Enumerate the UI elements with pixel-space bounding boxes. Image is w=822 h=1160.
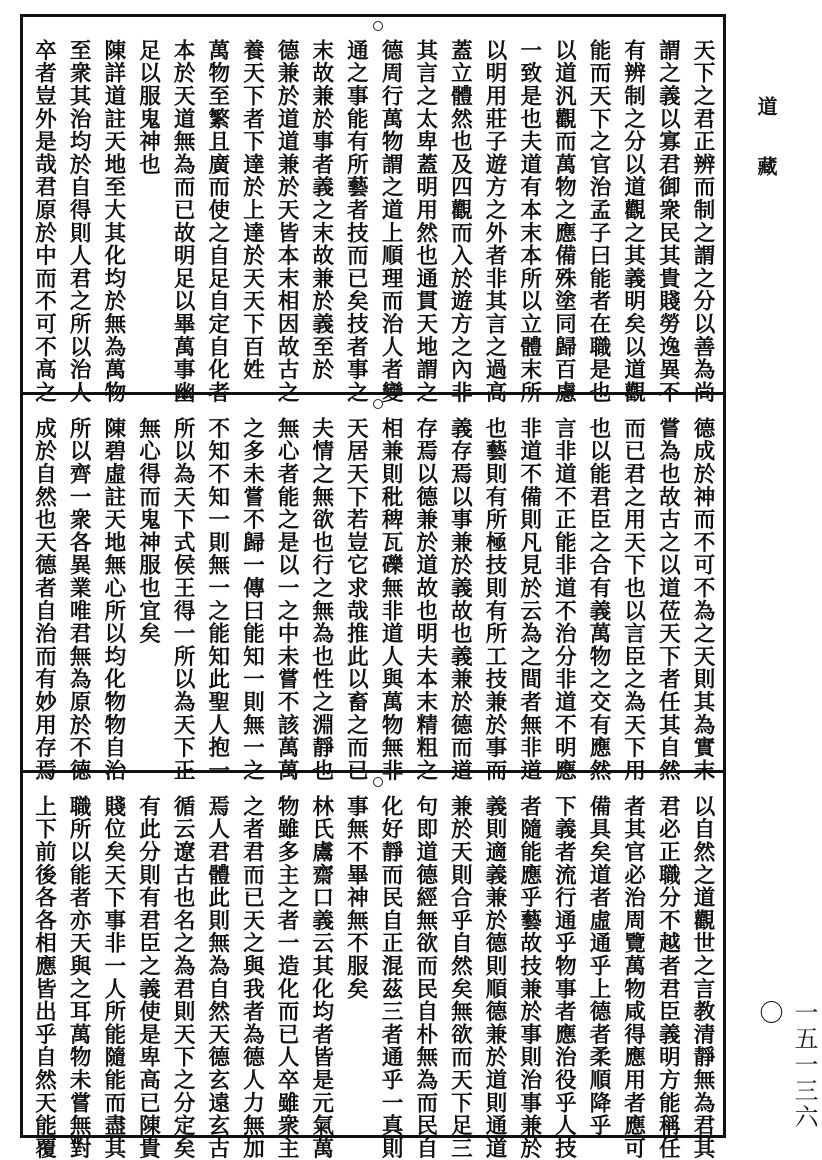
text-column: 物雖多主之者一造化而已人卒雖衆主	[274, 795, 300, 1160]
text-column: 義則適義兼於德則順德兼於道則通道	[482, 795, 508, 1160]
text-column: 存焉以德兼於道故也明夫本末精粗之	[412, 417, 438, 782]
text-column: 嘗為也故古之以道莅天下者任其自然	[655, 417, 681, 782]
text-column: 陳詳道註天地至大其化均於無為萬物	[100, 39, 126, 404]
text-column: 事無不畢神無不服矣	[343, 795, 369, 1001]
text-column: 也藝則有所極技則有所工技兼於事而	[482, 417, 508, 782]
text-columns	[31, 39, 715, 404]
text-column: 之者君而已天之與我者為德人力無加	[239, 795, 265, 1160]
panel-middle	[23, 395, 723, 782]
text-column: 至衆其治均於自得則人君之所以治人	[66, 39, 92, 404]
text-column: 者其官必治周覽萬物咸得應用者應可	[620, 795, 646, 1160]
text-column: 義存焉以事兼於義故也義兼於德而道	[447, 417, 473, 782]
text-column: 上下前後各各相應皆出乎自然天能覆	[31, 795, 57, 1160]
text-column: 言非道不正能非道不治分非道不明應	[551, 417, 577, 782]
text-column: 下義者流行通乎物事者應治役乎人技	[551, 795, 577, 1160]
text-column: 無心者能之是以一之中未嘗不該萬萬	[274, 417, 300, 782]
circle-mark	[373, 777, 383, 787]
text-column: 相兼則秕稗瓦礫無非道人與萬物無非	[378, 417, 404, 782]
text-column: 所以為天下式侯王得一所以為天下正	[170, 417, 196, 782]
text-column: 謂之義以寡君御衆民其貴賤勞逸異不	[655, 39, 681, 404]
text-column: 本於天道無為而已故明足以畢萬事幽	[170, 39, 196, 404]
text-column: 成於自然也天德者自治而有妙用存焉	[31, 417, 57, 782]
text-column: 不知不知一則無一之能知此聖人抱一	[204, 417, 230, 782]
page-frame	[20, 14, 726, 1160]
text-column: 德成於神而不可不為之天則其為實末	[689, 417, 715, 782]
circle-mark	[373, 399, 383, 409]
panel-bottom	[23, 773, 723, 1160]
text-column: 一致是也夫道有本末本所以立體末所	[516, 39, 542, 404]
text-column: 句即道德經無欲而民自朴無為而民自	[412, 795, 438, 1160]
text-column: 也以能君臣之合有義萬物之交有應然	[586, 417, 611, 782]
collection-title: 道藏	[754, 96, 778, 216]
text-column: 循云遼古也名之為君則天下之分定矣	[170, 795, 196, 1160]
text-column: 夫情之無欲也行之無為也性之淵靜也	[308, 417, 334, 782]
text-column: 林氏鬳齋口義云其化均者皆是元氣萬	[308, 795, 334, 1160]
text-column: 無心得而鬼神服也宜矣	[135, 417, 161, 645]
text-column: 末故兼於事者義之末故兼於義至於	[308, 39, 334, 381]
text-column: 以道汎觀而萬物之應備殊塗同歸百慮	[551, 39, 577, 404]
text-column: 陳碧虛註天地無心所以均化物物自治	[100, 417, 126, 782]
text-column: 職所以能者亦天與之耳萬物未嘗無對	[66, 795, 92, 1160]
text-column: 通之事能有所藝者技而已矣技者事之	[343, 39, 369, 404]
text-column: 養天下者下達於上達於天天下百姓	[239, 39, 265, 381]
text-column: 德周行萬物謂之道上順理而治人者變	[378, 39, 404, 404]
text-column: 化好靜而民自正混茲三者通乎一真則	[378, 795, 404, 1160]
page-number: 一五一三六〇	[755, 1000, 818, 1130]
text-column: 足以服鬼神也	[135, 39, 161, 176]
circle-mark	[373, 21, 383, 31]
text-column: 兼於天則合乎自然矣無欲而天下足三	[447, 795, 473, 1160]
text-column: 之多未嘗不歸一傳曰能知一則無一之	[239, 417, 265, 782]
text-column: 天居天下若豈它求哉推此以畜之而已	[343, 417, 369, 782]
text-column: 有辨制之分以道觀之其義明矣以道觀	[620, 39, 646, 404]
text-column: 者隨能應乎藝故技兼於事則治事兼於	[516, 795, 542, 1160]
text-column: 其言之太卑蓋明用然也通貫天地謂之	[412, 39, 438, 404]
text-column: 以自然之道觀世之言教清靜無為君其	[689, 795, 715, 1160]
text-column: 天下之君正辨而制之謂之分以善為尚	[689, 39, 715, 404]
text-column: 以明用莊子遊方之外者非其言之過高	[482, 39, 508, 404]
text-column: 卒者豈外是哉君原於中而不可不高之	[31, 39, 57, 404]
text-column: 能而天下之官治孟子曰能者在職是也	[586, 39, 611, 404]
text-column: 有此分則有君臣之義使是卑高已陳貴	[135, 795, 161, 1160]
text-column: 賤位矣天下事非一人所能隨能而盡其	[100, 795, 126, 1160]
text-columns	[31, 417, 715, 782]
text-column: 備具矣道者虛通乎上德者柔順降乎	[586, 795, 611, 1137]
text-column: 非道不備則凡見於云為之間者無非道	[516, 417, 542, 782]
panel-top	[23, 17, 723, 404]
text-column: 所以齊一衆各異業唯君無為原於不德	[66, 417, 92, 782]
text-column: 萬物至繁且廣而使之自足自定自化者	[204, 39, 230, 404]
text-column: 焉人君體此則無為自然天德玄遠玄古	[204, 795, 230, 1160]
text-column: 而已君之用天下也以言臣之為天下用	[620, 417, 646, 782]
text-column: 君必正職分不越者君臣義明方能稱任	[655, 795, 681, 1160]
text-columns	[31, 795, 715, 1160]
text-column: 蓋立體然也及四觀而入於遊方之內非	[447, 39, 473, 404]
text-column: 德兼於道道兼於天皆本末相因故古之	[274, 39, 300, 404]
